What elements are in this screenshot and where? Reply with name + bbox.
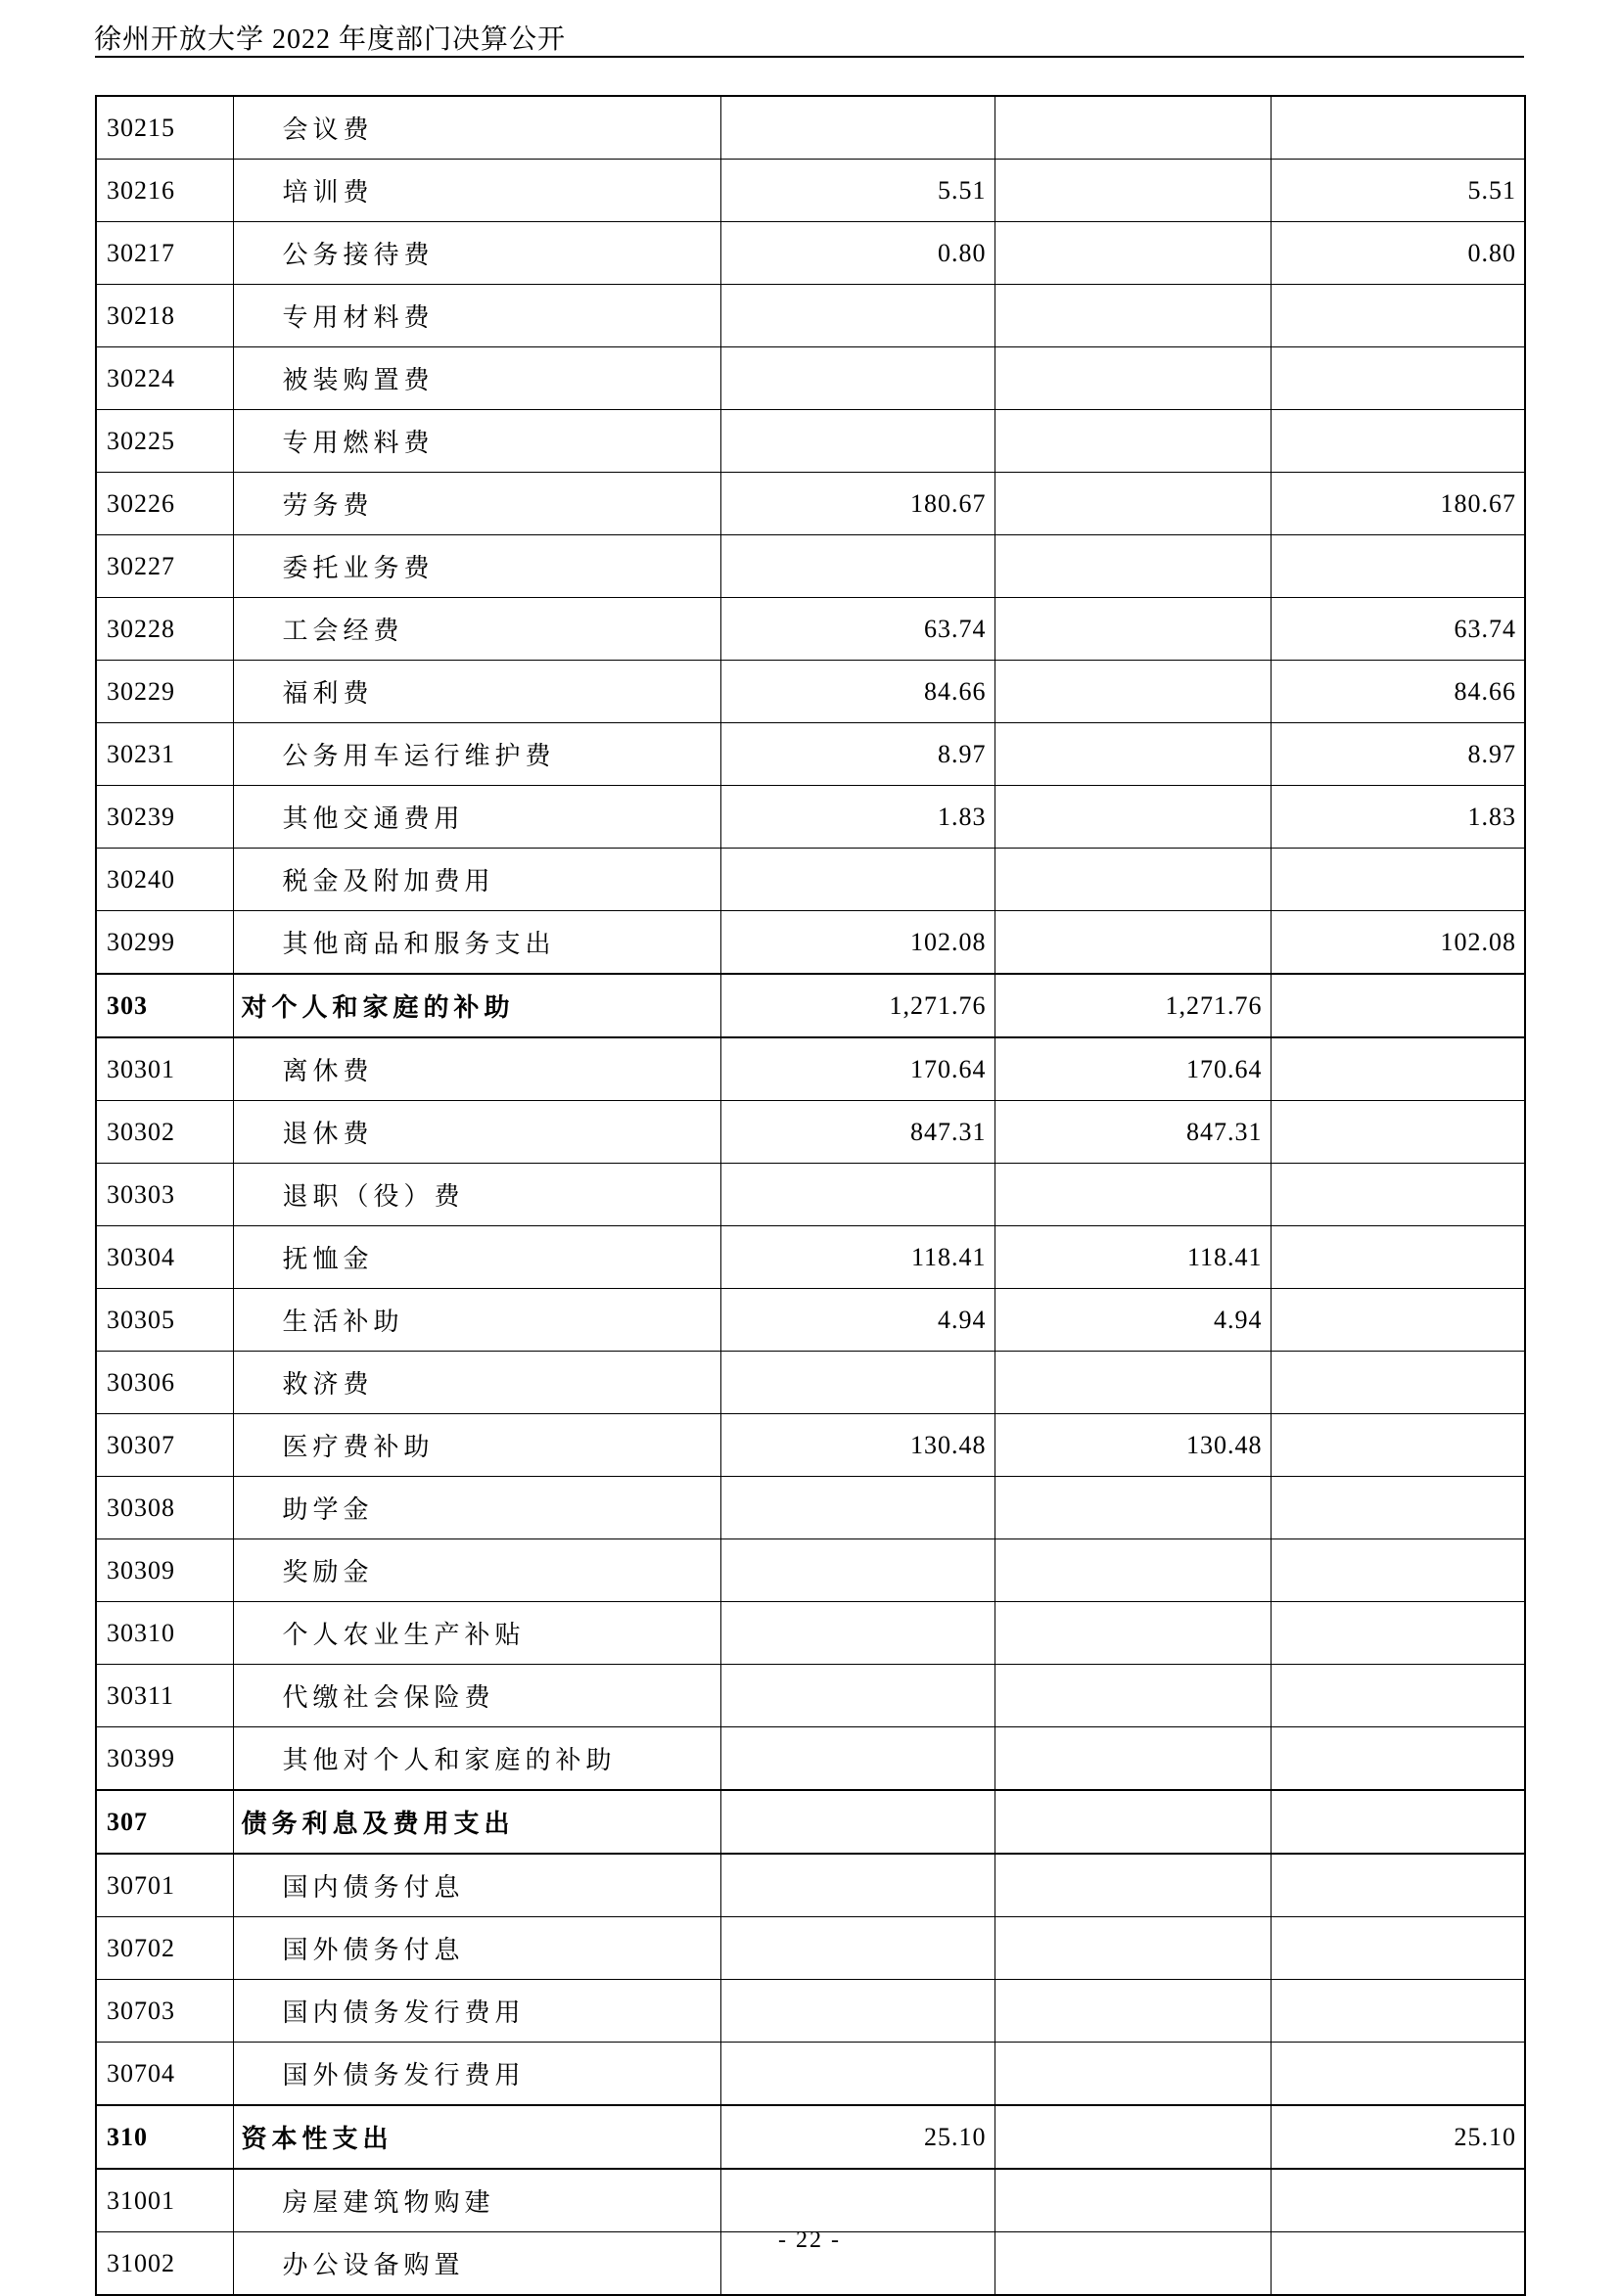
label-cell: 助学金 (233, 1477, 720, 1539)
value2-cell: 118.41 (995, 1226, 1271, 1289)
label-cell: 对个人和家庭的补助 (233, 974, 720, 1037)
value2-cell (995, 473, 1271, 535)
value1-cell (720, 1727, 995, 1791)
table-row (96, 911, 1525, 975)
label-cell: 代缴社会保险费 (233, 1665, 720, 1727)
label-cell: 奖励金 (233, 1539, 720, 1602)
value2-cell (995, 911, 1271, 975)
value2-cell (995, 661, 1271, 723)
code-cell: 30224 (96, 347, 233, 410)
code-cell: 30309 (96, 1539, 233, 1602)
value1-cell: 1.83 (720, 786, 995, 849)
value1-cell (720, 2043, 995, 2106)
value3-cell (1271, 1352, 1525, 1414)
code-cell: 30217 (96, 222, 233, 285)
table-row (96, 849, 1525, 911)
value1-cell: 63.74 (720, 598, 995, 661)
value3-cell (1271, 1101, 1525, 1164)
value1-cell: 0.80 (720, 222, 995, 285)
value2-cell: 1,271.76 (995, 974, 1271, 1037)
value2-cell (995, 535, 1271, 598)
value1-cell (720, 1917, 995, 1980)
value3-cell (1271, 1226, 1525, 1289)
table-row (96, 723, 1525, 786)
value1-cell (720, 347, 995, 410)
value3-cell (1271, 1790, 1525, 1854)
label-cell: 劳务费 (233, 473, 720, 535)
label-cell: 其他对个人和家庭的补助 (233, 1727, 720, 1791)
value1-cell: 5.51 (720, 160, 995, 222)
label-cell: 退休费 (233, 1101, 720, 1164)
value3-cell: 180.67 (1271, 473, 1525, 535)
value2-cell (995, 96, 1271, 160)
code-cell: 30702 (96, 1917, 233, 1980)
value1-cell (720, 1980, 995, 2043)
value1-cell (720, 410, 995, 473)
code-cell: 30303 (96, 1164, 233, 1226)
value1-cell: 102.08 (720, 911, 995, 975)
value1-cell (720, 96, 995, 160)
table-row (96, 1164, 1525, 1226)
label-cell: 公务接待费 (233, 222, 720, 285)
value1-cell: 1,271.76 (720, 974, 995, 1037)
table-row (96, 473, 1525, 535)
value3-cell (1271, 1037, 1525, 1101)
value3-cell (1271, 1289, 1525, 1352)
label-cell: 会议费 (233, 96, 720, 160)
value3-cell (1271, 535, 1525, 598)
label-cell: 房屋建筑物购建 (233, 2169, 720, 2232)
value1-cell: 84.66 (720, 661, 995, 723)
value3-cell (1271, 96, 1525, 160)
value3-cell: 0.80 (1271, 222, 1525, 285)
label-cell: 资本性支出 (233, 2105, 720, 2169)
label-cell: 福利费 (233, 661, 720, 723)
code-cell: 30307 (96, 1414, 233, 1477)
code-cell: 30302 (96, 1101, 233, 1164)
value1-cell (720, 1539, 995, 1602)
value2-cell (995, 285, 1271, 347)
value2-cell (995, 1854, 1271, 1917)
value3-cell: 25.10 (1271, 2105, 1525, 2169)
code-cell: 30227 (96, 535, 233, 598)
value2-cell (995, 2043, 1271, 2106)
value1-cell: 8.97 (720, 723, 995, 786)
table-row (96, 160, 1525, 222)
value3-cell (1271, 1539, 1525, 1602)
code-cell: 30701 (96, 1854, 233, 1917)
table-row (96, 1790, 1525, 1854)
code-cell: 30306 (96, 1352, 233, 1414)
value1-cell: 180.67 (720, 473, 995, 535)
value2-cell (995, 1164, 1271, 1226)
code-cell: 303 (96, 974, 233, 1037)
label-cell: 救济费 (233, 1352, 720, 1414)
label-cell: 退职（役）费 (233, 1164, 720, 1226)
code-cell: 30704 (96, 2043, 233, 2106)
table-row (96, 2169, 1525, 2232)
value2-cell (995, 1539, 1271, 1602)
table-row (96, 96, 1525, 160)
code-cell: 30240 (96, 849, 233, 911)
code-cell: 307 (96, 1790, 233, 1854)
code-cell: 30301 (96, 1037, 233, 1101)
value1-cell: 130.48 (720, 1414, 995, 1477)
value2-cell: 170.64 (995, 1037, 1271, 1101)
label-cell: 工会经费 (233, 598, 720, 661)
table-row (96, 1854, 1525, 1917)
value3-cell (1271, 285, 1525, 347)
value3-cell (1271, 1164, 1525, 1226)
value1-cell (720, 1164, 995, 1226)
value2-cell (995, 1917, 1271, 1980)
value1-cell: 4.94 (720, 1289, 995, 1352)
label-cell: 培训费 (233, 160, 720, 222)
value1-cell (720, 285, 995, 347)
table-row (96, 1352, 1525, 1414)
table-row (96, 1226, 1525, 1289)
value1-cell (720, 1665, 995, 1727)
code-cell: 30216 (96, 160, 233, 222)
value2-cell (995, 1727, 1271, 1791)
label-cell: 医疗费补助 (233, 1414, 720, 1477)
value1-cell (720, 1790, 995, 1854)
value3-cell (1271, 1980, 1525, 2043)
value3-cell (1271, 1854, 1525, 1917)
code-cell: 30304 (96, 1226, 233, 1289)
code-cell: 30308 (96, 1477, 233, 1539)
table-row (96, 1917, 1525, 1980)
table-row (96, 1101, 1525, 1164)
budget-table-body (96, 96, 1525, 2295)
code-cell: 30399 (96, 1727, 233, 1791)
value3-cell: 84.66 (1271, 661, 1525, 723)
table-row (96, 661, 1525, 723)
code-cell: 30239 (96, 786, 233, 849)
label-cell: 委托业务费 (233, 535, 720, 598)
label-cell: 生活补助 (233, 1289, 720, 1352)
value2-cell (995, 222, 1271, 285)
header-underline (95, 56, 1524, 58)
value2-cell (995, 1602, 1271, 1665)
table-row (96, 1727, 1525, 1791)
value3-cell (1271, 974, 1525, 1037)
code-cell: 30229 (96, 661, 233, 723)
value3-cell (1271, 2169, 1525, 2232)
value2-cell (995, 160, 1271, 222)
value1-cell: 25.10 (720, 2105, 995, 2169)
label-cell: 国外债务付息 (233, 1917, 720, 1980)
table-row (96, 786, 1525, 849)
table-row (96, 1289, 1525, 1352)
value1-cell (720, 1854, 995, 1917)
value3-cell (1271, 347, 1525, 410)
table-row (96, 1414, 1525, 1477)
value3-cell: 63.74 (1271, 598, 1525, 661)
budget-table (95, 95, 1526, 2296)
table-row (96, 1602, 1525, 1665)
code-cell: 30310 (96, 1602, 233, 1665)
value3-cell (1271, 1665, 1525, 1727)
code-cell: 30305 (96, 1289, 233, 1352)
label-cell: 税金及附加费用 (233, 849, 720, 911)
table-row (96, 410, 1525, 473)
value3-cell (1271, 1477, 1525, 1539)
code-cell: 30231 (96, 723, 233, 786)
value3-cell (1271, 1727, 1525, 1791)
label-cell: 其他商品和服务支出 (233, 911, 720, 975)
code-cell: 30228 (96, 598, 233, 661)
label-cell: 债务利息及费用支出 (233, 1790, 720, 1854)
page-number: - 22 - (778, 2227, 841, 2253)
table-row (96, 1539, 1525, 1602)
code-cell: 31002 (96, 2232, 233, 2296)
label-cell: 国内债务付息 (233, 1854, 720, 1917)
value2-cell: 130.48 (995, 1414, 1271, 1477)
value2-cell (995, 1352, 1271, 1414)
value3-cell: 5.51 (1271, 160, 1525, 222)
table-row (96, 535, 1525, 598)
code-cell: 30218 (96, 285, 233, 347)
page-title: 徐州开放大学 2022 年度部门决算公开 (94, 24, 567, 55)
table-row (96, 1477, 1525, 1539)
value3-cell: 102.08 (1271, 911, 1525, 975)
value3-cell: 1.83 (1271, 786, 1525, 849)
value2-cell (995, 2105, 1271, 2169)
code-cell: 30226 (96, 473, 233, 535)
value1-cell (720, 1352, 995, 1414)
table-row (96, 1980, 1525, 2043)
code-cell: 30225 (96, 410, 233, 473)
code-cell: 310 (96, 2105, 233, 2169)
table-row (96, 1665, 1525, 1727)
code-cell: 31001 (96, 2169, 233, 2232)
table-row (96, 285, 1525, 347)
value3-cell (1271, 1917, 1525, 1980)
code-cell: 30215 (96, 96, 233, 160)
value3-cell (1271, 1602, 1525, 1665)
value1-cell: 847.31 (720, 1101, 995, 1164)
label-cell: 抚恤金 (233, 1226, 720, 1289)
table-row (96, 974, 1525, 1037)
value3-cell (1271, 410, 1525, 473)
table-row (96, 2105, 1525, 2169)
value1-cell (720, 535, 995, 598)
value3-cell (1271, 849, 1525, 911)
value2-cell (995, 1790, 1271, 1854)
value1-cell (720, 1602, 995, 1665)
value1-cell: 170.64 (720, 1037, 995, 1101)
table-row (96, 1037, 1525, 1101)
label-cell: 个人农业生产补贴 (233, 1602, 720, 1665)
value2-cell (995, 1477, 1271, 1539)
table-row (96, 222, 1525, 285)
value2-cell (995, 849, 1271, 911)
value1-cell (720, 849, 995, 911)
label-cell: 国外债务发行费用 (233, 2043, 720, 2106)
label-cell: 被装购置费 (233, 347, 720, 410)
table-row (96, 598, 1525, 661)
table-row (96, 2043, 1525, 2106)
value3-cell: 8.97 (1271, 723, 1525, 786)
value1-cell (720, 1477, 995, 1539)
value2-cell (995, 723, 1271, 786)
value2-cell: 4.94 (995, 1289, 1271, 1352)
value1-cell (720, 2169, 995, 2232)
label-cell: 专用材料费 (233, 285, 720, 347)
value2-cell: 847.31 (995, 1101, 1271, 1164)
value1-cell: 118.41 (720, 1226, 995, 1289)
label-cell: 办公设备购置 (233, 2232, 720, 2296)
value2-cell (995, 598, 1271, 661)
label-cell: 其他交通费用 (233, 786, 720, 849)
value3-cell (1271, 1414, 1525, 1477)
value2-cell (995, 410, 1271, 473)
label-cell: 国内债务发行费用 (233, 1980, 720, 2043)
label-cell: 专用燃料费 (233, 410, 720, 473)
value2-cell (995, 1665, 1271, 1727)
value2-cell (995, 2169, 1271, 2232)
code-cell: 30703 (96, 1980, 233, 2043)
value2-cell (995, 347, 1271, 410)
value3-cell (1271, 2043, 1525, 2106)
value2-cell (995, 786, 1271, 849)
label-cell: 离休费 (233, 1037, 720, 1101)
code-cell: 30311 (96, 1665, 233, 1727)
value2-cell (995, 1980, 1271, 2043)
table-row (96, 347, 1525, 410)
label-cell: 公务用车运行维护费 (233, 723, 720, 786)
code-cell: 30299 (96, 911, 233, 975)
